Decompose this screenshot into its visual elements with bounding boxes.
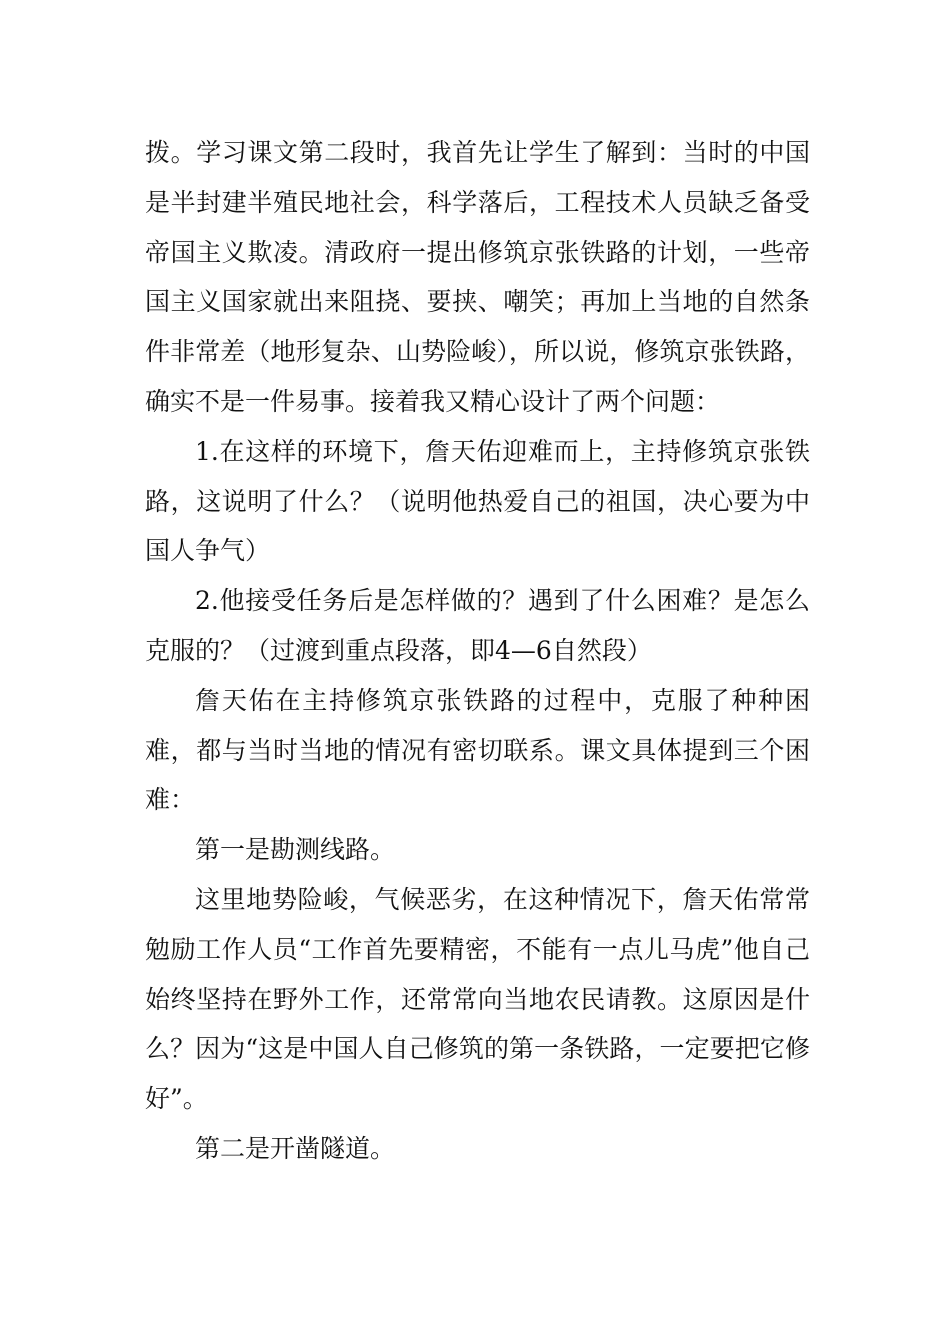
paragraph-difficulties-intro: 詹天佑在主持修筑京张铁路的过程中，克服了种种困难，都与当时当地的情况有密切联系。课文具体提到三个困难：	[145, 685, 810, 815]
paragraph-question-1: 1.在这样的环境下，詹天佑迎难而上，主持修筑京张铁路，这说明了什么？（说明他热爱自己的祖国，决心要为中国人争气）	[145, 436, 810, 566]
document-body	[145, 128, 810, 1174]
paragraph-second-difficulty: 第二是开凿隧道。	[195, 1133, 396, 1163]
paragraph-first-difficulty: 第一是勘测线路。	[195, 835, 396, 865]
paragraph-question-2: 2.他接受任务后是怎样做的？遇到了什么困难？是怎么克服的？（过渡到重点段落，即4—6自然段）	[145, 586, 810, 665]
paragraph-survey-details: 这里地势险峻，气候恶劣，在这种情况下，詹天佑常常勉励工作人员“工作首先要精密，不能有一点儿马虎”他自己始终坚持在野外工作，还常常向当地农民请教。这原因是什么？因为“这是中国人自己修筑的第一条铁路，一定要把它修好”。	[145, 884, 810, 1114]
paragraph-continuation: 拨。学习课文第二段时，我首先让学生了解到：当时的中国是半封建半殖民地社会，科学落后，工程技术人员缺乏备受帝国主义欺凌。清政府一提出修筑京张铁路的计划，一些帝国主义国家就出来阻挠、要挟、嘲笑；再加上当地的自然条件非常差（地形复杂、山势险峻），所以说，修筑京张铁路，确实不是一件易事。接着我又精心设计了两个问题：	[145, 138, 810, 416]
